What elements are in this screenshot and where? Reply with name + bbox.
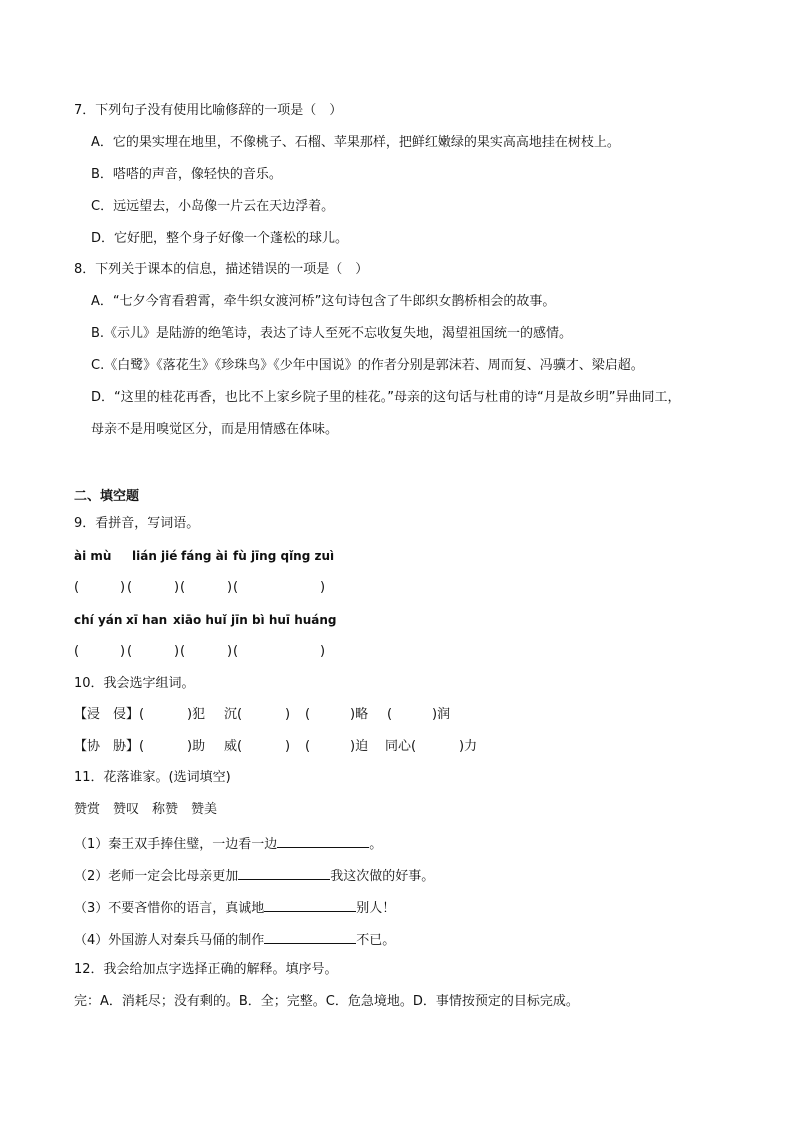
fill-blank[interactable] [238, 865, 330, 880]
q11-item-2 [74, 865, 434, 886]
fill-blank[interactable] [264, 897, 356, 912]
q11-item-text: 我这次做的好事。 [330, 869, 435, 884]
q8-option-b: B.《示儿》是陆游的绝笔诗，表达了诗人至死不忘收复失地，渴望祖国统一的感情。 [91, 326, 573, 341]
answer-blank-open: ( [233, 644, 239, 659]
q11-item-text: （4）外国游人对秦兵马俑的制作 [74, 933, 265, 948]
pinyin-item: jīn bì huī huáng [231, 613, 337, 627]
word-fragment: )润 [432, 707, 451, 722]
pinyin-item: chí yán [74, 613, 123, 627]
word-fragment: ) [285, 739, 291, 754]
q12-stem: 12．我会给加点字选择正确的解释。填序号。 [74, 962, 338, 977]
answer-blank-open: ( [127, 644, 133, 659]
word-fragment: ( [387, 707, 393, 722]
pinyin-item: fáng ài [181, 549, 228, 563]
answer-blank-close: ) [227, 644, 233, 659]
q12-definitions: 完：A．消耗尽；没有剩的。B．全；完整。C．危急境地。D．事情按预定的目标完成。 [74, 994, 579, 1009]
word-fragment: )迫 [350, 739, 369, 754]
q7-option-a: A．它的果实埋在地里，不像桃子、石榴、苹果那样，把鲜红嫩绿的果实高高地挂在树枝上。 [91, 135, 620, 150]
word-fragment: 同心( [385, 739, 417, 754]
q8-option-d: D．“这里的桂花再香，也比不上家乡院子里的桂花。”母亲的这句话与杜甫的诗“月是故乡明”异曲同工， [91, 390, 681, 405]
q11-item-text: 不已。 [356, 933, 396, 948]
answer-blank-open: ( [180, 580, 186, 595]
q7-option-c: C．远远望去，小岛像一片云在天边浮着。 [91, 199, 335, 214]
q11-stem: 11．花落谁家。(选词填空) [74, 770, 231, 785]
answer-blank-open: ( [233, 580, 239, 595]
pinyin-item: lián jié [132, 549, 178, 563]
answer-blank-open: ( [74, 644, 80, 659]
word-fragment: ( [305, 739, 311, 754]
word-fragment: 沉( [224, 707, 243, 722]
answer-blank-close: ) [174, 644, 180, 659]
word-fragment: ( [305, 707, 311, 722]
q10-stem: 10．我会选字组词。 [74, 676, 195, 691]
fill-blank[interactable] [264, 929, 356, 944]
q11-item-1 [74, 833, 382, 854]
word-fragment: 【协 胁】( [74, 739, 145, 754]
answer-blank-open: ( [74, 580, 80, 595]
q7-option-d: D．它好肥，整个身子好像一个蓬松的球儿。 [91, 231, 349, 246]
q11-item-4 [74, 929, 395, 950]
answer-blank-close: ) [320, 580, 326, 595]
q11-item-text: （1）秦王双手捧住璧，一边看一边 [74, 837, 278, 852]
q11-word-bank: 赞赏 赞叹 称赞 赞美 [74, 802, 218, 817]
q8-stem: 8．下列关于课本的信息，描述错误的一项是（ ） [74, 262, 369, 277]
q11-item-3 [74, 897, 395, 918]
word-fragment: 【浸 侵】( [74, 707, 145, 722]
pinyin-item: xiāo huǐ [173, 613, 227, 627]
word-fragment: ) [285, 707, 291, 722]
answer-blank-close: ) [320, 644, 326, 659]
q7-stem: 7．下列句子没有使用比喻修辞的一项是（ ） [74, 103, 343, 118]
q7-option-b: B．嗒嗒的声音，像轻快的音乐。 [91, 167, 282, 182]
q11-item-text: （2）老师一定会比母亲更加 [74, 869, 239, 884]
q8-option-c: C.《白鹭》《落花生》《珍珠鸟》《少年中国说》的作者分别是郭沫若、周而复、冯骥才、梁启超。 [91, 358, 644, 373]
q11-item-text: 别人！ [356, 901, 396, 916]
word-fragment: )助 [187, 739, 206, 754]
pinyin-item: ài mù [74, 549, 112, 563]
answer-blank-open: ( [127, 580, 133, 595]
answer-blank-close: ) [120, 580, 126, 595]
pinyin-item: fù jīng qǐng zuì [233, 549, 335, 563]
q11-item-text: （3）不要吝惜你的语言，真诚地 [74, 901, 265, 916]
word-fragment: )犯 [187, 707, 206, 722]
answer-blank-close: ) [227, 580, 233, 595]
pinyin-item: xī han [126, 613, 168, 627]
fill-blank[interactable] [277, 833, 369, 848]
q9-stem: 9．看拼音，写词语。 [74, 516, 200, 531]
q11-item-text: 。 [369, 837, 383, 852]
section-title: 二、填空题 [74, 489, 140, 504]
word-fragment: )略 [350, 707, 369, 722]
word-fragment: )力 [459, 739, 478, 754]
answer-blank-close: ) [174, 580, 180, 595]
answer-blank-close: ) [120, 644, 126, 659]
q8-option-a: A．“七夕今宵看碧霄，牵牛织女渡河桥”这句诗包含了牛郎织女鹊桥相会的故事。 [91, 294, 556, 309]
word-fragment: 威( [224, 739, 243, 754]
q8-option-d-continuation: 母亲不是用嗅觉区分，而是用情感在体味。 [91, 422, 339, 437]
answer-blank-open: ( [180, 644, 186, 659]
